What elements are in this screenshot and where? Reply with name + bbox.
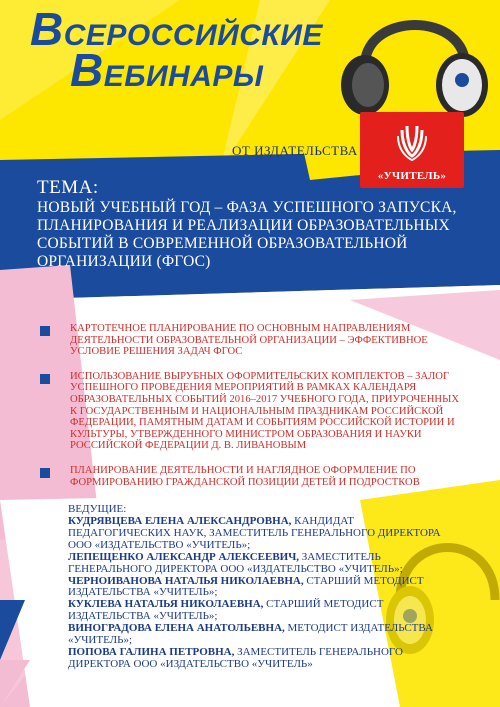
- host-role: МЕТОДИСТ ИЗДАТЕЛЬСТВА «УЧИТЕЛЬ»;: [68, 622, 433, 647]
- host-name: ЛЕПЕЩЕНКО АЛЕКСАНДР АЛЕКСЕЕВИЧ,: [68, 550, 300, 563]
- host-entry: [68, 622, 433, 646]
- bullet-item: [40, 323, 460, 358]
- host-entry: [68, 575, 424, 599]
- host-entry: [68, 515, 441, 551]
- hosts-label: ВЕДУЩИЕ:: [68, 503, 127, 515]
- hosts-list: [68, 516, 448, 671]
- host-name: КУДРЯВЦЕВА ЕЛЕНА АЛЕКСАНДРОВНА,: [68, 515, 292, 527]
- bullet-item: [40, 371, 460, 452]
- host-name: КУКЛЕВА НАТАЛЬЯ НИКОЛАЕВНА,: [68, 598, 264, 611]
- topic-label: ТЕМА:: [37, 177, 99, 198]
- host-name: ПОПОВА ГАЛИНА ПЕТРОВНА,: [68, 645, 235, 658]
- host-role: СТАРШИЙ МЕТОДИСТ ИЗДАТЕЛЬСТВА «УЧИТЕЛЬ»;: [68, 574, 424, 599]
- title-rest-1: СЕРОССИЙСКИЕ: [63, 19, 323, 52]
- webinar-title: [30, 3, 323, 96]
- topic-text: НОВЫЙ УЧЕБНЫЙ ГОД – ФАЗА УСПЕШНОГО ЗАПУСКА, ПЛАНИРОВАНИЯ И РЕАЛИЗАЦИИ ОБРАЗОВАТЕЛЬНЫХ СОБЫТИЙ В СОВРЕМЕННОЙ ОБРАЗОВАТЕЛЬНОЙ ОРГАНИЗАЦИИ (ФГОС): [37, 199, 457, 270]
- host-name: ЧЕРНОИВАНОВА НАТАЛЬЯ НИКОЛАЕВНА,: [68, 574, 304, 587]
- host-role: КАНДИДАТ ПЕДАГОГИЧЕСКИХ НАУК, ЗАМЕСТИТЕЛЬ ГЕНЕРАЛЬНОГО ДИРЕКТОРА ООО «ИЗДАТЕЛЬСТВО «УЧИТЕЛЬ»;: [68, 515, 441, 551]
- bullet-text: КАРТОТЕЧНОЕ ПЛАНИРОВАНИЕ ПО ОСНОВНЫМ НАПРАВЛЕНИЯМ ДЕЯТЕЛЬНОСТИ ОБРАЗОВАТЕЛЬНОЙ ОРГАНИЗАЦИИ – ЭФФЕКТИВНОЕ УСЛОВИЕ РЕШЕНИЯ ЗАДАЧ ФГОС: [70, 323, 428, 358]
- bullet-square-icon: [40, 468, 50, 478]
- title-initial-1: В: [30, 3, 64, 55]
- bullet-square-icon: [40, 374, 50, 384]
- headphones-icon: [330, 0, 500, 130]
- title-line-2: [70, 44, 323, 96]
- host-entry: [68, 551, 403, 575]
- bullet-list: [40, 323, 460, 501]
- host-name: ВИНОГРАДОВА ЕЛЕНА АНАТОЛЬЕВНА,: [68, 622, 285, 635]
- bullet-item: [40, 465, 460, 488]
- bullet-square-icon: [40, 326, 50, 336]
- host-entry: [68, 598, 383, 622]
- title-initial-2: В: [70, 44, 104, 96]
- uchitel-logo: [360, 112, 464, 188]
- bullet-text: ПЛАНИРОВАНИЕ ДЕЯТЕЛЬНОСТИ И НАГЛЯДНОЕ ОФОРМЛЕНИЕ ПО ФОРМИРОВАНИЮ ГРАЖДАНСКОЙ ПОЗИЦИИ ДЕТЕЙ И ПОДРОСТКОВ: [70, 464, 420, 488]
- uchitel-logo-icon: [360, 112, 464, 168]
- logo-text: «УЧИТЕЛЬ»: [377, 170, 447, 182]
- bullet-text: ИСПОЛЬЗОВАНИЕ ВЫРУБНЫХ ОФОРМИТЕЛЬСКИХ КОМПЛЕКТОВ – ЗАЛОГ УСПЕШНОГО ПРОВЕДЕНИЯ МЕРОПРИЯТИЙ В РАМКАХ КАЛЕНДАРЯ ОБРАЗОВАТЕЛЬНЫХ СОБЫТИЙ 2016–2017 УЧЕБНОГО ГОДА, ПРИУРОЧЕННЫХ К ГОСУДАРСТВЕННЫМ И НАЦИОНАЛЬНЫМ ПРАЗДНИКАМ РОССИЙСКОЙ ФЕДЕРАЦИИ, ПАМЯТНЫМ ДАТАМ И СОБЫТИЯМ РОССИЙСКОЙ ИСТОРИИ И КУЛЬТУРЫ, УТВЕРЖДЕННОГО МИНИСТРОМ ОБРАЗОВАНИЯ И НАУКИ РОССИЙСКОЙ ФЕДЕРАЦИИ Д. В. ЛИВАНОВЫМ: [70, 370, 459, 452]
- title-rest-2: ЕБИНАРЫ: [103, 60, 264, 93]
- host-role: ЗАМЕСТИТЕЛЬ ГЕНЕРАЛЬНОГО ДИРЕКТОРА ООО «ИЗДАТЕЛЬСТВО «УЧИТЕЛЬ»: [68, 645, 403, 670]
- publisher-label: ОТ ИЗДАТЕЛЬСТВА: [232, 143, 358, 158]
- host-role: СТАРШИЙ МЕТОДИСТ ИЗДАТЕЛЬСТВА «УЧИТЕЛЬ»;: [68, 598, 384, 623]
- host-entry: [68, 646, 403, 670]
- host-role: ЗАМЕСТИТЕЛЬ ГЕНЕРАЛЬНОГО ДИРЕКТОРА ООО «ИЗДАТЕЛЬСТВО «УЧИТЕЛЬ»;: [68, 550, 403, 575]
